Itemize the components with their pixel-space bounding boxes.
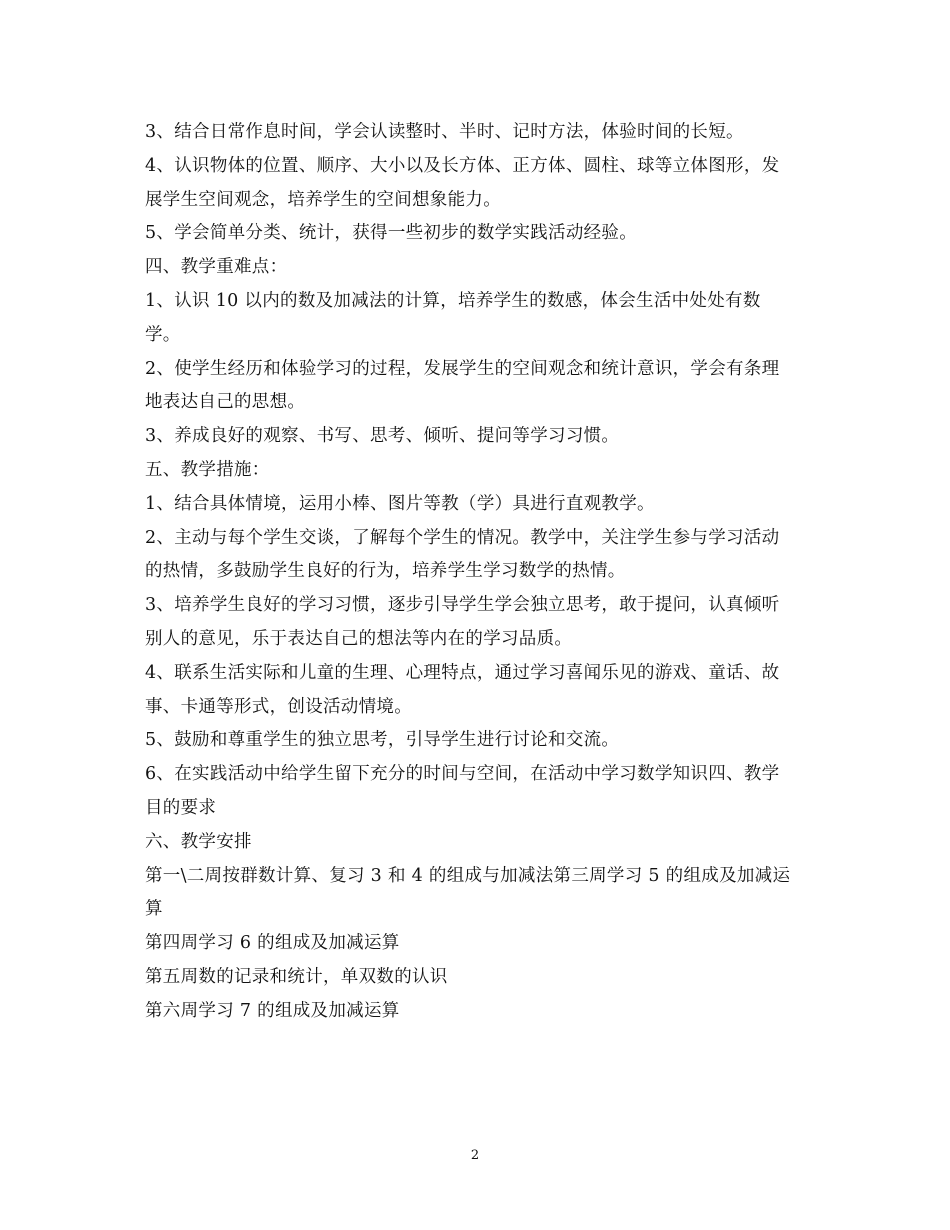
text-line: 第六周学习 7 的组成及加减运算 [145, 1000, 400, 1021]
text-line: 4、联系生活实际和儿童的生理、心理特点，通过学习喜闻乐见的游戏、童话、故 [145, 662, 780, 683]
text-line: 2、主动与每个学生交谈，了解每个学生的情况。教学中，关注学生参与学习活动 [145, 527, 780, 548]
section-heading: 五、教学措施： [145, 459, 270, 480]
text-line: 第五周数的记录和统计，单双数的认识 [145, 966, 448, 987]
text-line: 3、养成良好的观察、书写、思考、倾听、提问等学习习惯。 [145, 426, 620, 447]
text-line: 展学生空间观念，培养学生的空间想象能力。 [145, 189, 501, 210]
text-line: 目的要求 [145, 797, 217, 818]
text-line: 的热情，多鼓励学生良好的行为，培养学生学习数学的热情。 [145, 561, 626, 582]
document-body [145, 116, 810, 1029]
text-line: 算 [145, 899, 163, 920]
section-heading: 六、教学安排 [145, 831, 252, 852]
text-line: 学。 [145, 324, 181, 345]
text-line: 事、卡通等形式，创设活动情境。 [145, 696, 412, 717]
text-line: 1、结合具体情境，运用小棒、图片等教（学）具进行直观教学。 [145, 493, 655, 514]
text-line: 4、认识物体的位置、顺序、大小以及长方体、正方体、圆柱、球等立体图形，发 [145, 155, 780, 176]
text-line: 3、培养学生良好的学习习惯，逐步引导学生学会独立思考，敢于提问，认真倾听 [145, 595, 780, 616]
text-line: 5、学会简单分类、统计，获得一些初步的数学实践活动经验。 [145, 223, 638, 244]
text-line: 地表达自己的思想。 [145, 392, 306, 413]
section-heading: 四、教学重难点： [145, 257, 288, 278]
text-line: 3、结合日常作息时间，学会认读整时、半时、记时方法，体验时间的长短。 [145, 122, 744, 142]
page-number: 2 [470, 1148, 480, 1163]
text-line: 第四周学习 6 的组成及加减运算 [145, 933, 400, 954]
text-line: 别人的意见，乐于表达自己的想法等内在的学习品质。 [145, 628, 573, 649]
text-line: 2、使学生经历和体验学习的过程，发展学生的空间观念和统计意识，学会有条理 [145, 358, 780, 379]
text-line: 5、鼓励和尊重学生的独立思考，引导学生进行讨论和交流。 [145, 730, 620, 751]
text-line: 1、认识 10 以内的数及加减法的计算，培养学生的数感，体会生活中处处有数 [145, 290, 761, 311]
text-line: 第一\二周按群数计算、复习 3 和 4 的组成与加减法第三周学习 5 的组成及加减运 [145, 865, 791, 886]
text-line: 6、在实践活动中给学生留下充分的时间与空间，在活动中学习数学知识四、教学 [145, 764, 780, 785]
